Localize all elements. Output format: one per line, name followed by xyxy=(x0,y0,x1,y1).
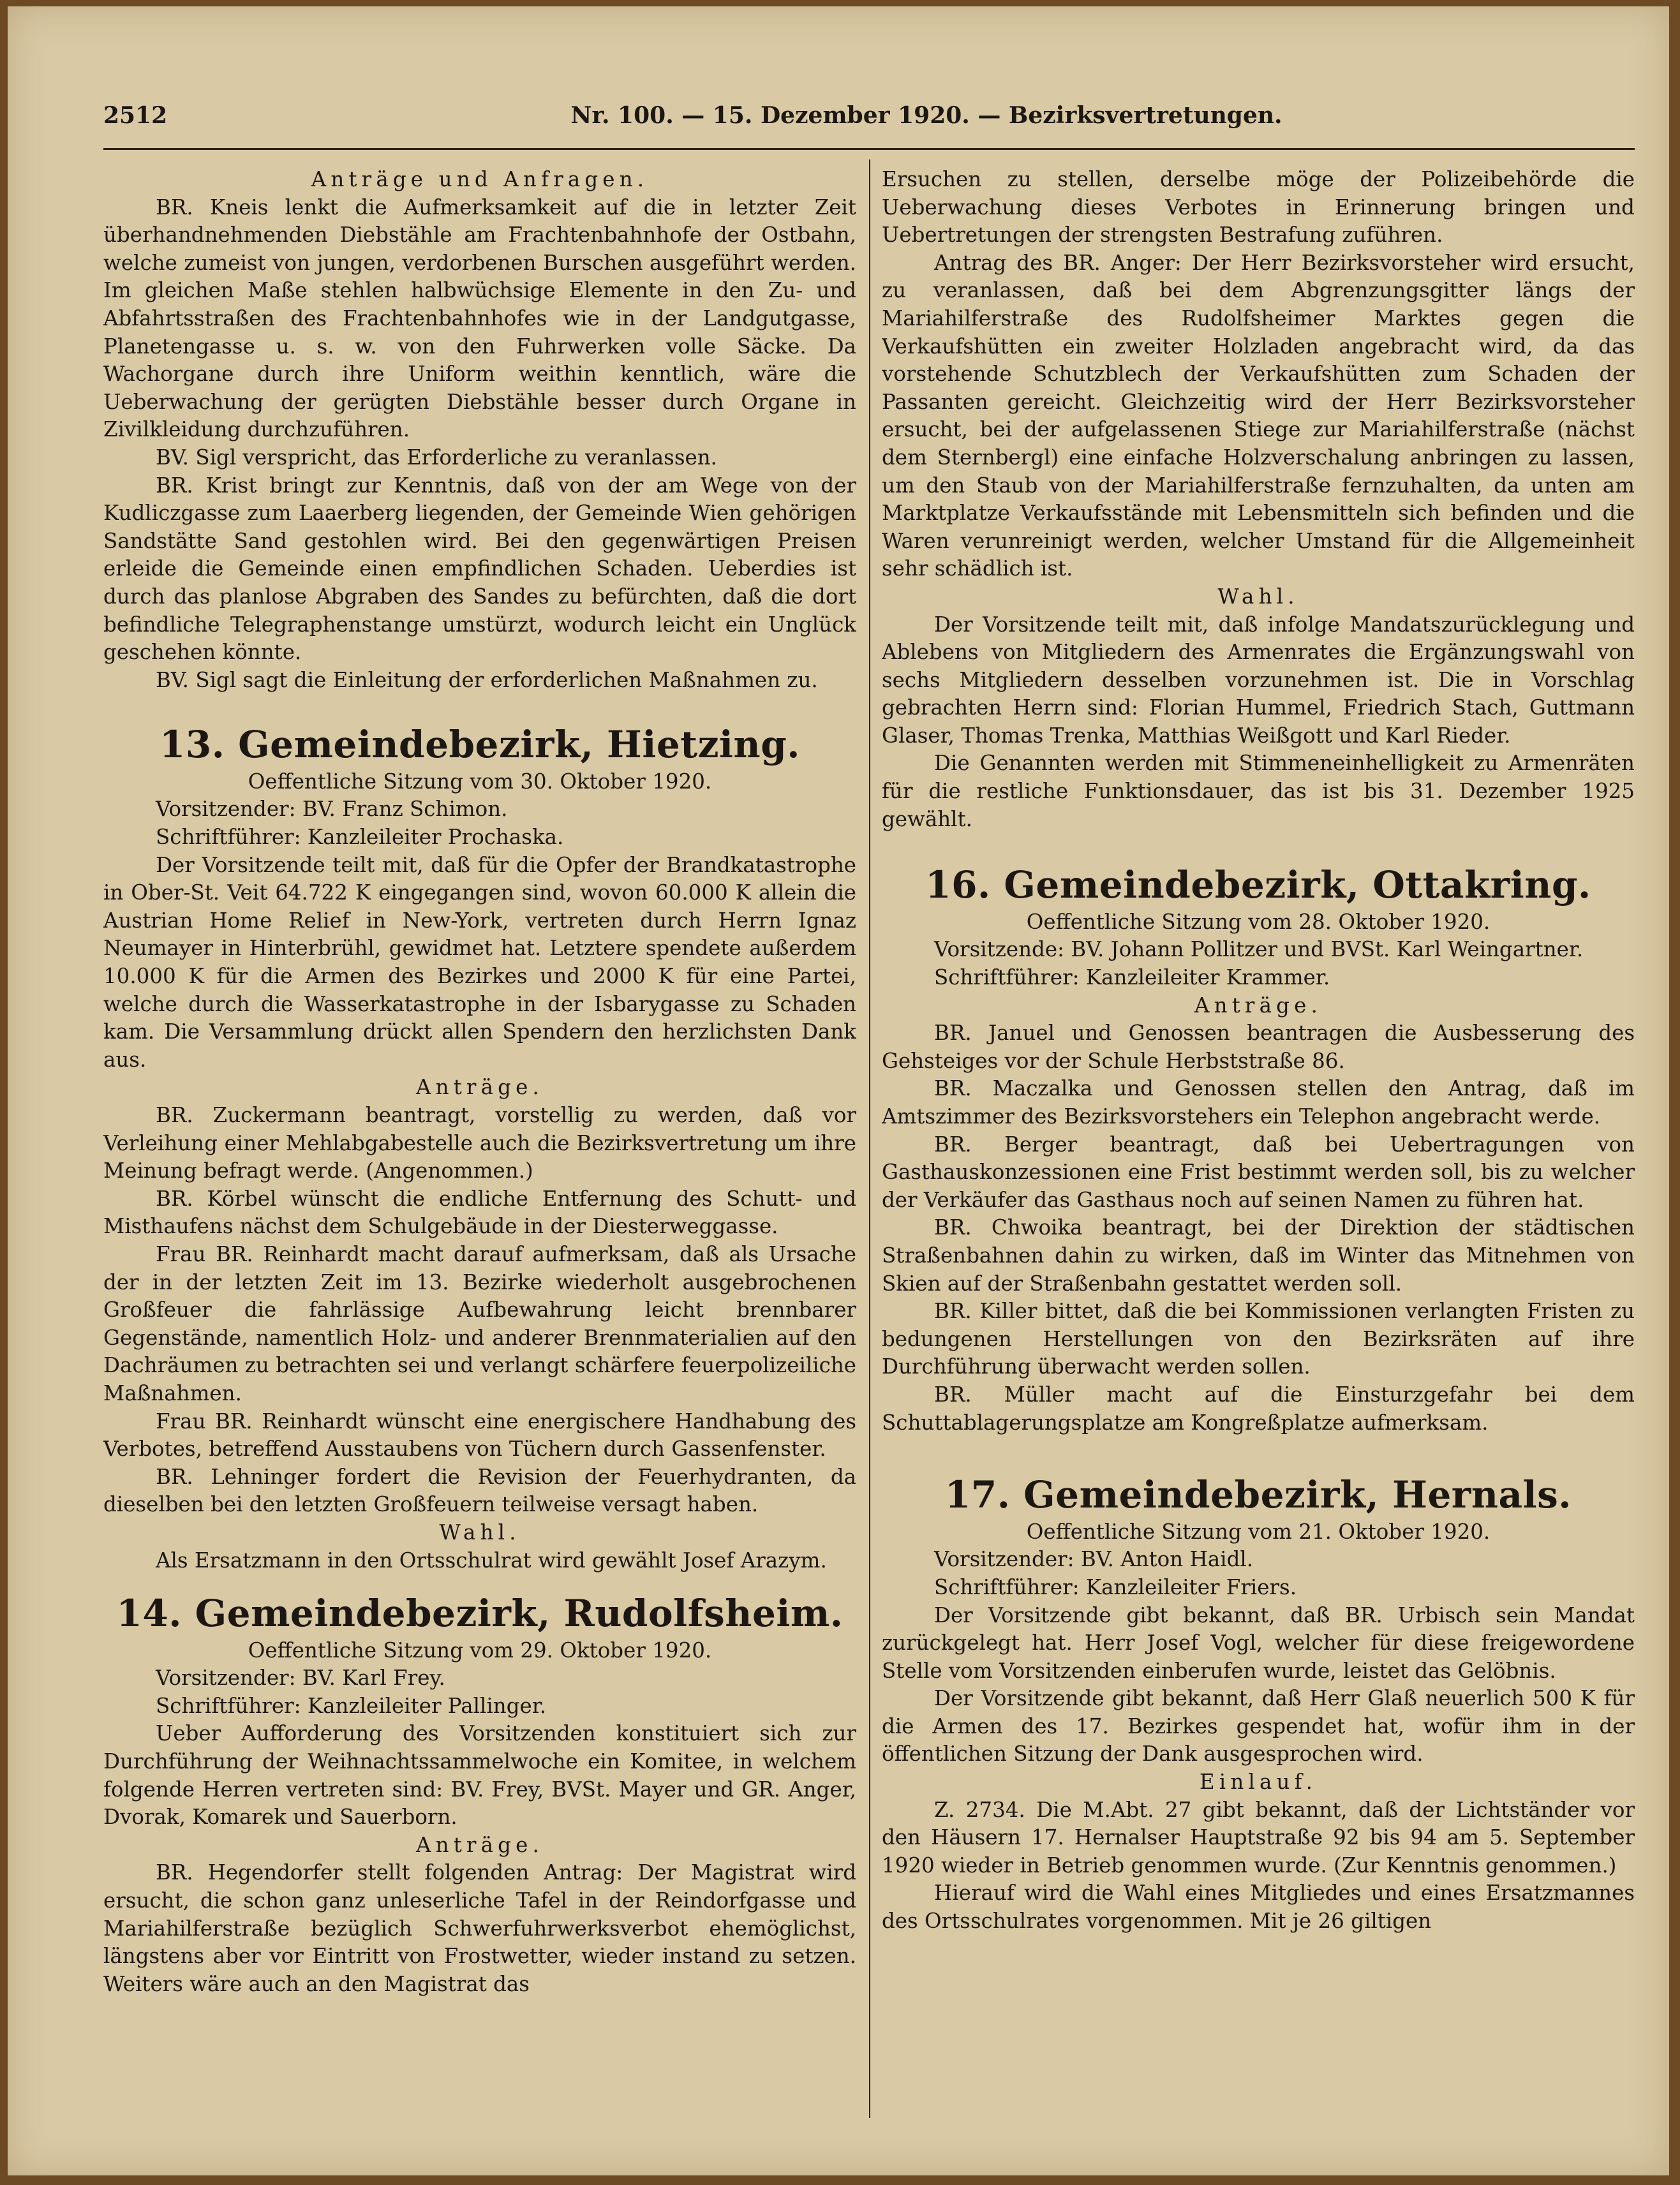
paragraph: Hierauf wird die Wahl eines Mitgliedes und eines Ersatzmannes des Ortsschulrates vorgenommen. Mit je 26 giltigen xyxy=(882,1881,1635,1934)
section-subheading: Anträge. xyxy=(1194,993,1322,1018)
running-title: Nr. 100. — 15. Dezember 1920. — Bezirksvertretungen. xyxy=(570,102,1282,129)
paragraph: Als Ersatzmann in den Ortsschulrat wird gewählt Josef Arazym. xyxy=(156,1548,827,1573)
paragraph: Der Vorsitzende teilt mit, daß infolge Mandatszurücklegung und Ablebens von Mitgliedern des Armenrates die Ergänzungswahl von sechs Mitgliedern desselben vorzunehmen ist. Die in Vorschlag gebrachten Herrn sind: Florian Hummel, Friedrich Stach, Guttmann Glaser, Thomas Trenka, Matthias Weißgott und Karl Rieder. xyxy=(882,612,1635,748)
section-subheading: Wahl. xyxy=(1217,584,1299,609)
district-heading-17: 17. Gemeindebezirk, Hernals. xyxy=(945,1473,1572,1517)
section-subheading: Anträge und Anfragen. xyxy=(311,167,649,191)
section-subheading: Wahl. xyxy=(439,1520,521,1544)
paragraph: BR. Körbel wünscht die endliche Entfernung des Schutt- und Misthaufens nächst dem Schulgebäude in der Diesterweggasse. xyxy=(103,1186,856,1239)
paragraph: BR. Maczalka und Genossen stellen den Antrag, daß im Amtszimmer des Bezirksvorstehers ein Telephon angebracht werde. xyxy=(882,1076,1635,1129)
paragraph: BV. Sigl sagt die Einleitung der erforderlichen Maßnahmen zu. xyxy=(156,667,818,692)
paragraph: BR. Januel und Genossen beantragen die Ausbesserung des Gehsteiges vor der Schule Herbststraße 86. xyxy=(882,1021,1635,1073)
paragraph: BR. Kneis lenkt die Aufmerksamkeit auf die in letzter Zeit überhandnehmenden Diebstähle am Frachtenbahnhofe der Ostbahn, welche zumeist von jungen, verdorbenen Burschen ausgeführt werden. Im gleichen Maße stehlen halbwüchsige Elemente in den Zu- und Abfahrtsstraßen des Frachtenbahnhofes wie in der Landgutgasse, Planetengasse u. s. w. von den Fuhrwerken volle Säcke. Da Wachorgane durch ihre Uniform weithin kenntlich, wäre die Ueberwachung der gerügten Diebstähle besser durch Organe in Zivilkleidung durchzuführen. xyxy=(103,195,856,442)
column-divider xyxy=(869,159,870,2118)
newspaper-page xyxy=(8,6,1669,2175)
session-date: Oeffentliche Sitzung vom 21. Oktober 1920. xyxy=(1026,1519,1490,1544)
page-header xyxy=(103,102,1635,140)
section-subheading: Anträge. xyxy=(416,1075,544,1100)
district-heading-16: 16. Gemeindebezirk, Ottakring. xyxy=(925,863,1591,907)
district-heading-13: 13. Gemeindebezirk, Hietzing. xyxy=(160,723,800,767)
header-rule xyxy=(103,148,1635,150)
paragraph: Der Vorsitzende gibt bekannt, daß Herr Glaß neuerlich 500 K für die Armen des 17. Bezirkes gespendet hat, wofür ihm in der öffentlichen Sitzung der Dank ausgesprochen wird. xyxy=(882,1686,1635,1767)
paragraph: Ueber Aufforderung des Vorsitzenden konstituiert sich zur Durchführung der Weihnachtssammelwoche ein Komitee, in welchem folgende Herren vertreten sind: BV. Frey, BVSt. Mayer und GR. Anger, Dvorak, Komarek und Sauerborn. xyxy=(103,1721,856,1830)
paragraph: BR. Zuckermann beantragt, vorstellig zu werden, daß vor Verleihung einer Mehlabgabestelle auch die Bezirksvertretung um ihre Meinung befragt werde. (Angenommen.) xyxy=(103,1103,856,1183)
right-column xyxy=(882,166,1635,2124)
paragraph: Antrag des BR. Anger: Der Herr Bezirksvorsteher wird ersucht, zu veranlassen, daß bei dem Abgrenzungsgitter längs der Mariahilferstraße des Rudolfsheimer Marktes gegen die Verkaufshütten ein zweiter Holzladen angebracht wird, da das vorstehende Schutzblech der Verkaufshütten zum Schaden der Passanten gereicht. Gleichzeitig wird der Herr Bezirksvorsteher ersucht, bei der aufgelassenen Stiege zur Mariahilferstraße (nächst dem Sternbergl) eine einfache Holzverschalung anbringen zu lassen, um den Staub von der Mariahilferstraße fernzuhalten, da unten am Marktplatze Verkaufsstände mit Lebensmitteln sich befinden und die Waren verunreinigt werden, welcher Umstand für die Allgemeinheit sehr schädlich ist. xyxy=(882,250,1635,581)
paragraph: Der Vorsitzende teilt mit, daß für die Opfer der Brandkatastrophe in Ober-St. Veit 64.722 K eingegangen sind, wovon 60.000 K allein die Austrian Home Relief in New-York, vertreten durch Herrn Ignaz Neumayer in Hinterbrühl, gewidmet hat. Letztere spendete außerdem 10.000 K für die Armen des Bezirkes und 2000 K für eine Partei, welche durch die Wasserkatastrophe in der Isbarygasse zu Schaden kam. Die Versammlung drückt allen Spendern den herzlichsten Dank aus. xyxy=(103,852,856,1072)
district-heading-14: 14. Gemeindebezirk, Rudolfsheim. xyxy=(116,1592,844,1636)
left-column xyxy=(103,166,856,2124)
chairman-line: Vorsitzende: BV. Johann Pollitzer und BVSt. Karl Weingartner. xyxy=(934,937,1584,962)
paragraph: BR. Hegendorfer stellt folgenden Antrag: Der Magistrat wird ersucht, die schon ganz unleserliche Tafel in der Reindorfgasse und Mariahilferstraße bezüglich Schwerfuhrwerksverbot ehemöglichst, längstens aber vor Eintritt von Frostwetter, wieder instand zu setzen. Weiters wäre auch an den Magistrat das xyxy=(103,1860,856,1996)
paragraph: Frau BR. Reinhardt wünscht eine energischere Handhabung des Verbotes, betreffend Ausstaubens von Tüchern durch Gassenfenster. xyxy=(103,1409,856,1462)
paragraph: BR. Müller macht auf die Einsturzgefahr bei dem Schuttablagerungsplatze am Kongreßplatze aufmerksam. xyxy=(882,1382,1635,1435)
clerk-line: Schriftführer: Kanzleileiter Pallinger. xyxy=(156,1693,547,1718)
section-subheading: Einlauf. xyxy=(1199,1770,1318,1795)
paragraph: BR. Krist bringt zur Kenntnis, daß von der am Wege von der Kudliczgasse zum Laaerberg liegenden, der Gemeinde Wien gehörigen Sandstätte Sand gestohlen wird. Bei den gegenwärtigen Preisen erleide die Gemeinde einen empfindlichen Schaden. Ueberdies ist durch das planlose Abgraben des Sandes zu befürchten, daß die dort befindliche Telegraphenstange umstürzt, wodurch leicht ein Unglück geschehen könnte. xyxy=(103,473,856,665)
chairman-line: Vorsitzender: BV. Anton Haidl. xyxy=(934,1547,1254,1572)
paragraph: BV. Sigl verspricht, das Erforderliche zu veranlassen. xyxy=(156,445,718,470)
clerk-line: Schriftführer: Kanzleileiter Friers. xyxy=(934,1574,1297,1599)
session-date: Oeffentliche Sitzung vom 29. Oktober 1920. xyxy=(248,1638,712,1663)
page-number: 2512 xyxy=(103,102,168,129)
clerk-line: Schriftführer: Kanzleileiter Krammer. xyxy=(934,965,1330,990)
session-date: Oeffentliche Sitzung vom 30. Oktober 1920. xyxy=(248,769,712,794)
section-subheading: Anträge. xyxy=(416,1832,544,1857)
paragraph: BR. Chwoika beantragt, bei der Direktion der städtischen Straßenbahnen dahin zu wirken, daß im Winter das Mitnehmen von Skien auf der Straßenbahn gestattet werden soll. xyxy=(882,1215,1635,1296)
paragraph: Frau BR. Reinhardt macht darauf aufmerksam, daß als Ursache der in der letzten Zeit im 13. Bezirke wiederholt ausgebrochenen Großfeuer die fahrlässige Aufbewahrung leicht brennbarer Gegenstände, namentlich Holz- und anderer Brennmaterialien auf den Dachräumen zu betrachten sei und verlangt schärfere feuerpolizeiliche Maßnahmen. xyxy=(103,1241,856,1405)
paragraph: Ersuchen zu stellen, derselbe möge der Polizeibehörde die Ueberwachung dieses Verbotes in Erinnerung bringen und Uebertretungen der strengsten Bestrafung zuführen. xyxy=(882,167,1635,248)
chairman-line: Vorsitzender: BV. Franz Schimon. xyxy=(156,797,508,822)
chairman-line: Vorsitzender: BV. Karl Frey. xyxy=(156,1666,445,1691)
paragraph: BR. Lehninger fordert die Revision der Feuerhydranten, da dieselben bei den letzten Großfeuern teilweise versagt haben. xyxy=(103,1464,856,1517)
clerk-line: Schriftführer: Kanzleileiter Prochaska. xyxy=(156,825,564,850)
session-date: Oeffentliche Sitzung vom 28. Oktober 1920. xyxy=(1026,909,1490,934)
paragraph: Z. 2734. Die M.Abt. 27 gibt bekannt, daß der Lichtständer vor den Häusern 17. Hernalser Hauptstraße 92 bis 94 am 5. September 1920 wieder in Betrieb genommen wurde. (Zur Kenntnis genommen.) xyxy=(882,1797,1635,1878)
paragraph: Der Vorsitzende gibt bekannt, daß BR. Urbisch sein Mandat zurückgelegt hat. Herr Josef Vogl, welcher für diese freigewordene Stelle vom Vorsitzenden einberufen wurde, leistet das Gelöbnis. xyxy=(882,1603,1635,1683)
paragraph: BR. Berger beantragt, daß bei Uebertragungen von Gasthauskonzessionen eine Frist bestimmt werden soll, bis zu welcher der Verkäufer das Gasthaus noch auf seinen Namen zu führen hat. xyxy=(882,1132,1635,1212)
paragraph: Die Genannten werden mit Stimmeneinhelligkeit zu Armenräten für die restliche Funktionsdauer, das ist bis 31. Dezember 1925 gewählt. xyxy=(882,751,1635,831)
paragraph: BR. Killer bittet, daß die bei Kommissionen verlangten Fristen zu bedungenen Herstellungen von den Bezirksräten auf ihre Durchführung überwacht werden sollen. xyxy=(882,1299,1635,1379)
